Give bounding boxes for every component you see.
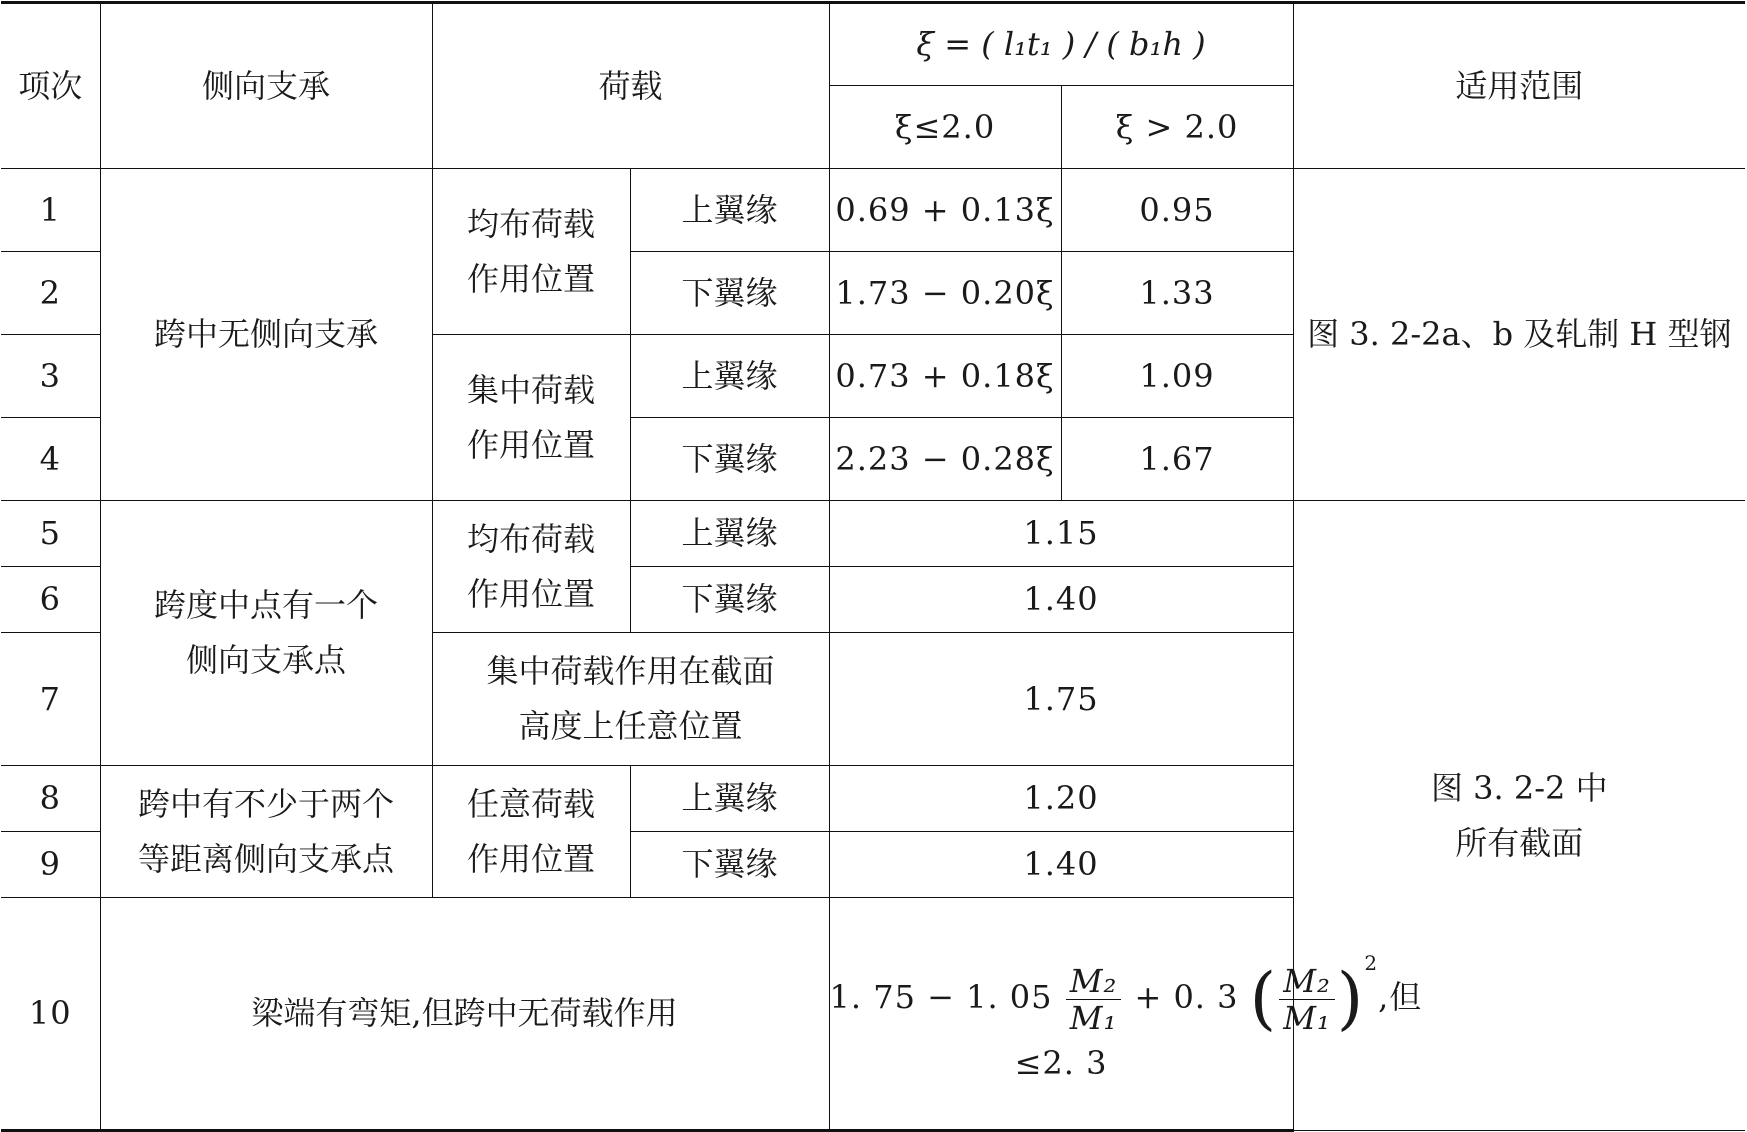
group2-uniform-load — [432, 501, 630, 633]
row-number: 9 — [1, 832, 100, 898]
fraction-denominator: M₁ — [1069, 999, 1118, 1037]
formula-line1 — [829, 936, 1423, 1039]
fraction-m2-m1 — [1066, 963, 1122, 1036]
bottom-flange-label: 下翼缘 — [630, 252, 829, 335]
value-xi-gt: 1.33 — [1061, 252, 1293, 335]
value-xi-gt: 1.67 — [1061, 418, 1293, 501]
table-row — [1, 501, 1745, 567]
header-load: 荷载 — [432, 3, 829, 169]
top-flange-label: 上翼缘 — [630, 335, 829, 418]
group1-concentrated-load — [432, 335, 630, 501]
bottom-flange-label: 下翼缘 — [630, 567, 829, 633]
row-number: 2 — [1, 252, 100, 335]
uniform-load-line2: 作用位置 — [466, 259, 595, 298]
any-load-line2: 作用位置 — [466, 839, 595, 878]
scope2-line2: 所有截面 — [1455, 823, 1584, 862]
top-flange-label: 上翼缘 — [630, 501, 829, 567]
row-number: 7 — [1, 633, 100, 766]
header-xi-gt: ξ > 2.0 — [1061, 86, 1293, 169]
value-merged: 1.40 — [829, 832, 1293, 898]
header-row-1 — [1, 3, 1745, 86]
value-xi-le: 1.73 − 0.20ξ — [829, 252, 1061, 335]
left-paren: ( — [1249, 959, 1278, 1039]
group2-support-line2: 侧向支承点 — [185, 641, 346, 679]
group1-lateral-support: 跨中无侧向支承 — [100, 169, 432, 501]
top-flange-label: 上翼缘 — [630, 169, 829, 252]
fraction-numerator: M₂ — [1279, 963, 1335, 1000]
uniform-load-line1: 均布荷载 — [466, 519, 595, 558]
scope2-line1: 图 3. 2-2 中 — [1430, 768, 1608, 807]
value-xi-le: 0.69 + 0.13ξ — [829, 169, 1061, 252]
value-merged: 1.40 — [829, 567, 1293, 633]
value-xi-le: 2.23 − 0.28ξ — [829, 418, 1061, 501]
group2-lateral-support — [100, 501, 432, 766]
row-number: 8 — [1, 766, 100, 832]
formula-part2: + 0. 3 — [1134, 978, 1239, 1016]
concentrated-load-line2: 作用位置 — [466, 425, 595, 464]
group2-support-line1: 跨度中点有一个 — [153, 586, 378, 624]
value-merged: 1.20 — [829, 766, 1293, 832]
header-xi-le: ξ≤2.0 — [829, 86, 1061, 169]
row-number: 10 — [1, 898, 100, 1131]
right-paren: ) — [1336, 959, 1365, 1039]
group4-lateral-support: 梁端有弯矩,但跨中无荷载作用 — [100, 898, 829, 1131]
top-flange-label: 上翼缘 — [630, 766, 829, 832]
formula-part3: ,但 — [1378, 978, 1423, 1016]
uniform-load-line1: 均布荷载 — [466, 204, 595, 243]
formula-line2: ≤2. 3 — [1014, 1044, 1108, 1082]
row-number: 4 — [1, 418, 100, 501]
exponent: 2 — [1364, 951, 1379, 975]
row-number: 6 — [1, 567, 100, 633]
any-load-line1: 任意荷载 — [466, 784, 595, 823]
fraction-m2-m1-squared — [1279, 963, 1335, 1036]
header-scope: 适用范围 — [1293, 3, 1745, 169]
fraction-numerator: M₂ — [1066, 963, 1122, 1000]
group3-any-load — [432, 766, 630, 898]
value-xi-le: 0.73 + 0.18ξ — [829, 335, 1061, 418]
row-number: 5 — [1, 501, 100, 567]
uniform-load-line2: 作用位置 — [466, 574, 595, 613]
end-moment-formula — [829, 898, 1423, 1131]
concentrated-any-line1: 集中荷载作用在截面 — [486, 652, 775, 690]
bottom-flange-label: 下翼缘 — [630, 832, 829, 898]
group3-support-line2: 等距离侧向支承点 — [137, 839, 394, 878]
concentrated-any-line2: 高度上任意位置 — [518, 707, 743, 745]
value-merged: 1.75 — [829, 633, 1293, 766]
beta-b-coefficient-table — [1, 1, 1745, 1132]
table-row — [1, 169, 1745, 252]
group3-support-line1: 跨中有不少于两个 — [137, 784, 394, 823]
header-xi-formula: ξ = ( l₁t₁ ) ∕ ( b₁h ) — [829, 3, 1293, 86]
bottom-flange-label: 下翼缘 — [630, 418, 829, 501]
group1-uniform-load — [432, 169, 630, 335]
row-number: 3 — [1, 335, 100, 418]
row-number: 1 — [1, 169, 100, 252]
header-lateral-support: 侧向支承 — [100, 3, 432, 169]
group3-lateral-support — [100, 766, 432, 898]
scope-group1: 图 3. 2-2a、b 及轧制 H 型钢 — [1293, 169, 1745, 501]
header-item: 项次 — [1, 3, 100, 169]
value-merged: 1.15 — [829, 501, 1293, 567]
value-xi-gt: 1.09 — [1061, 335, 1293, 418]
concentrated-any-position-load — [432, 633, 829, 766]
fraction-denominator: M₁ — [1283, 999, 1331, 1037]
value-xi-gt: 0.95 — [1061, 169, 1293, 252]
concentrated-load-line1: 集中荷载 — [466, 370, 595, 409]
formula-part1: 1. 75 − 1. 05 — [829, 978, 1053, 1016]
